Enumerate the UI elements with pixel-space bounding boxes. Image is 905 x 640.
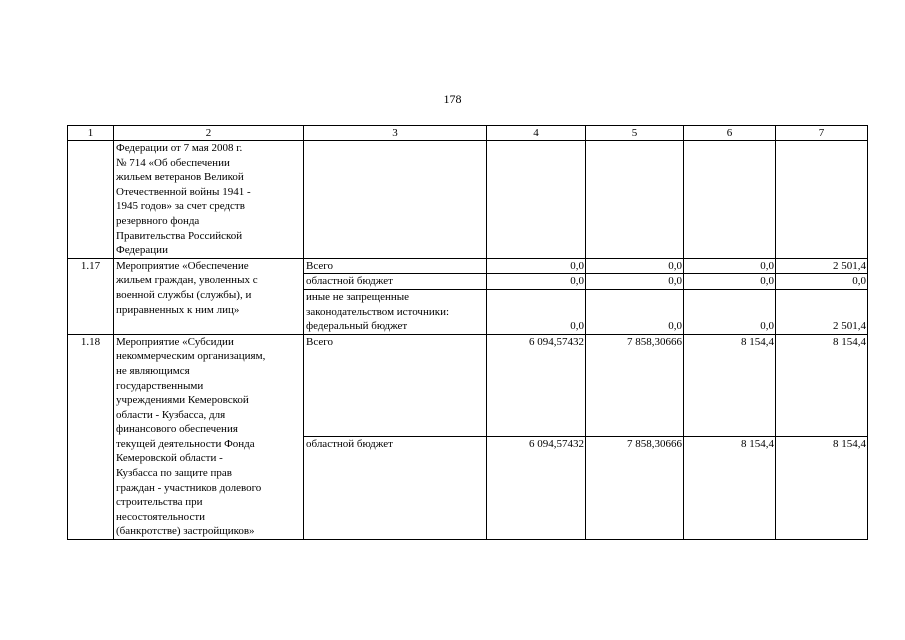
funding-source: Всего [304, 258, 487, 274]
column-header: 5 [586, 126, 684, 141]
item-name: Мероприятие «Обеспечение жильем граждан, уволенных с военной службы (службы), и приравненных к ним лиц» [114, 258, 304, 334]
value-cell: 0,0 [586, 289, 684, 334]
page-number: 178 [443, 92, 462, 106]
value-cell: 8 154,4 [684, 334, 776, 437]
budget-table [67, 125, 868, 540]
value-cell: 6 094,57432 [487, 437, 586, 540]
header-row [68, 126, 868, 141]
value-cell: 0,0 [586, 274, 684, 290]
value-cell: 0,0 [776, 274, 868, 290]
value-cell: 7 858,30666 [586, 437, 684, 540]
value-cell: 8 154,4 [684, 437, 776, 540]
value-cell: 0,0 [684, 289, 776, 334]
column-header: 4 [487, 126, 586, 141]
item-number: 1.17 [68, 258, 114, 334]
funding-source: иные не запрещенные законодательством источники: федеральный бюджет [304, 289, 487, 334]
value-cell: 6 094,57432 [487, 334, 586, 437]
value-cell: 0,0 [487, 289, 586, 334]
value-cell: 0,0 [684, 274, 776, 290]
continuation-text: Федерации от 7 мая 2008 г. № 714 «Об обеспечении жильем ветеранов Великой Отечественной войны 1941 - 1945 годов» за счет средств резервного фонда Правительства Российской Федерации [114, 141, 304, 259]
table-row [68, 141, 868, 259]
value-cell: 2 501,4 [776, 289, 868, 334]
column-header: 7 [776, 126, 868, 141]
funding-source: Всего [304, 334, 487, 437]
item-number: 1.18 [68, 334, 114, 539]
value-cell: 8 154,4 [776, 437, 868, 540]
table-row [68, 334, 868, 437]
value-cell: 2 501,4 [776, 258, 868, 274]
column-header: 1 [68, 126, 114, 141]
item-name: Мероприятие «Субсидии некоммерческим организациям, не являющимся государственными учреждениями Кемеровской области - Кузбасса, для финансового обеспечения текущей деятельности Фонда Кемеровской области - Кузбасса по защите прав граждан - участников долевого строительства при несостоятельности (банкротстве) застройщиков» [114, 334, 304, 539]
funding-source: областной бюджет [304, 437, 487, 540]
funding-source: областной бюджет [304, 274, 487, 290]
value-cell: 7 858,30666 [586, 334, 684, 437]
value-cell: 0,0 [487, 258, 586, 274]
column-header: 2 [114, 126, 304, 141]
value-cell: 0,0 [487, 274, 586, 290]
table-row [68, 258, 868, 274]
value-cell: 8 154,4 [776, 334, 868, 437]
column-header: 3 [304, 126, 487, 141]
value-cell: 0,0 [586, 258, 684, 274]
column-header: 6 [684, 126, 776, 141]
value-cell: 0,0 [684, 258, 776, 274]
